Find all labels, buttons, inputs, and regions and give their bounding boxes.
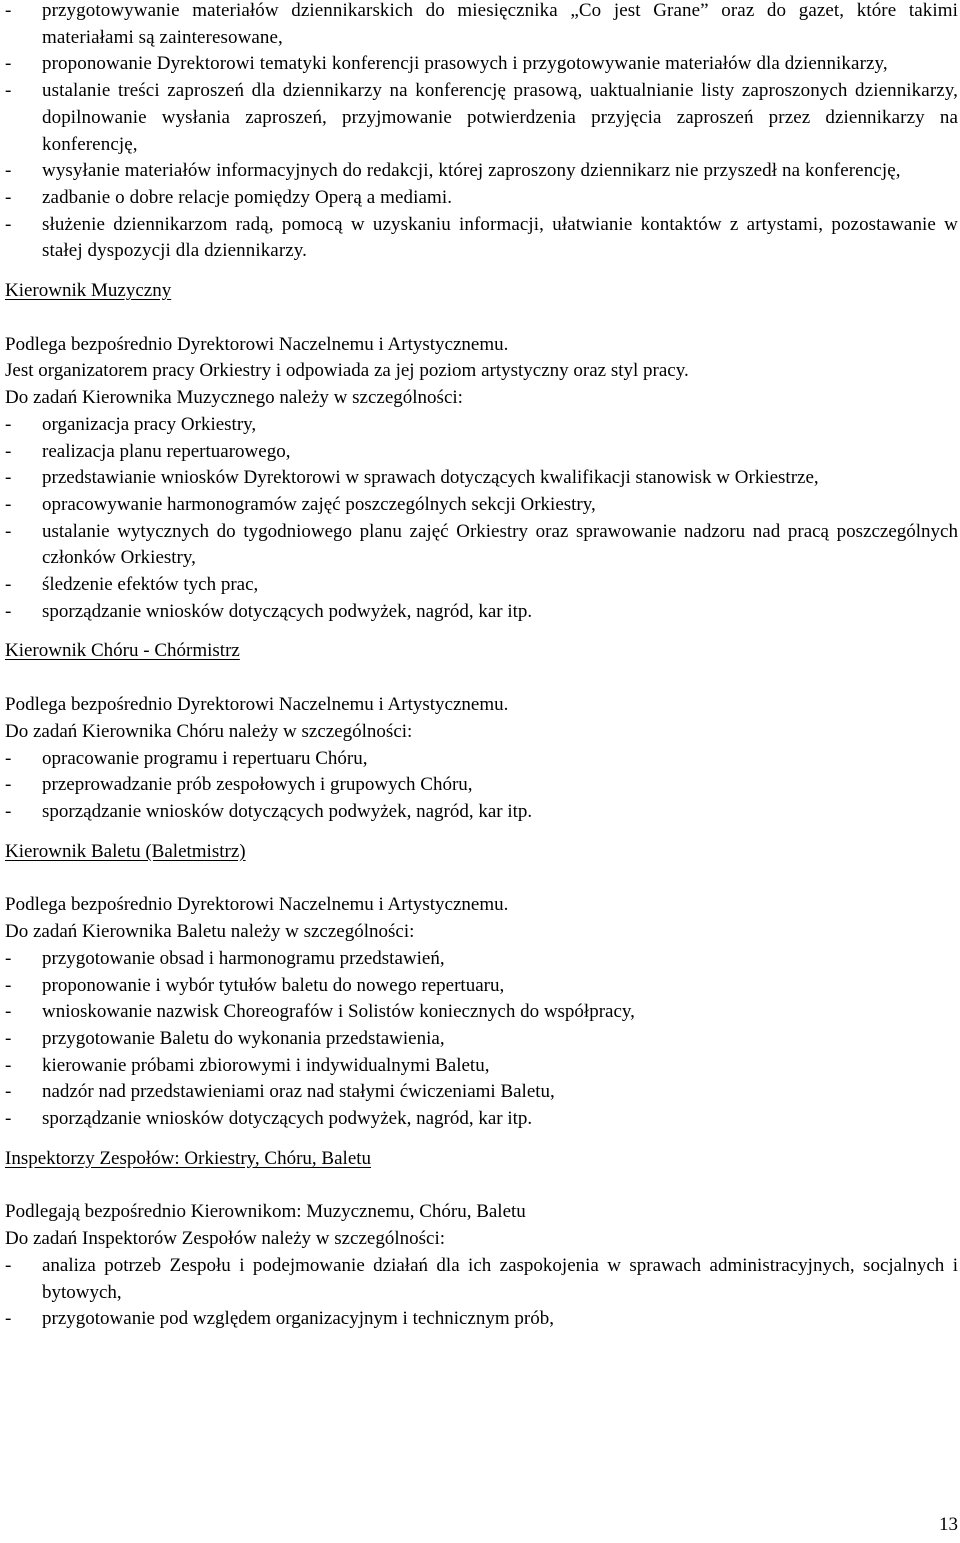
list-item: - wnioskowanie nazwisk Choreografów i Solistów koniecznych do współpracy, — [5, 999, 958, 1026]
section-heading: Inspektorzy Zespołów: Orkiestry, Chóru, Baletu — [5, 1147, 372, 1169]
section-kierownik-baletu — [5, 839, 958, 1133]
section-line: Do zadań Inspektorów Zespołów należy w szczególności: — [5, 1228, 446, 1250]
list-item: - sporządzanie wniosków dotyczących podwyżek, nagród, kar itp. — [5, 799, 958, 826]
page-number: 13 — [939, 1514, 958, 1535]
list-item: - proponowanie Dyrektorowi tematyki konferencji prasowych i przygotowywanie materiałów dla dziennikarzy, — [5, 51, 958, 78]
list-item: - proponowanie i wybór tytułów baletu do nowego repertuaru, — [5, 973, 958, 1000]
list-item: - zadbanie o dobre relacje pomiędzy Operą a mediami. — [5, 185, 958, 212]
list-item: - nadzór nad przedstawieniami oraz nad stałymi ćwiczeniami Baletu, — [5, 1079, 958, 1106]
duties-list — [5, 1253, 958, 1333]
list-item: - sporządzanie wniosków dotyczących podwyżek, nagród, kar itp. — [5, 1106, 958, 1133]
section-line: Jest organizatorem pracy Orkiestry i odpowiada za jej poziom artystyczny oraz styl pracy. — [5, 360, 689, 382]
list-item: - ustalanie treści zaproszeń dla dziennikarzy na konferencję prasową, uaktualnianie listy zaproszonych dziennikarzy, dopilnowanie wysłania zaproszeń, przyjmowanie potwierdzenia przyjęcia zaproszeń przez dziennikarzy na konferencję, — [5, 78, 958, 158]
duties-list — [5, 412, 958, 626]
list-item: - analiza potrzeb Zespołu i podejmowanie działań dla ich zaspokojenia w sprawach administracyjnych, socjalnych i bytowych, — [5, 1253, 958, 1306]
list-item: - opracowanie programu i repertuaru Chóru, — [5, 746, 958, 773]
list-item: - wysyłanie materiałów informacyjnych do redakcji, której zaproszony dziennikarz nie przyszedł na konferencję, — [5, 158, 958, 185]
list-item: - realizacja planu repertuarowego, — [5, 439, 958, 466]
duties-list — [5, 746, 958, 826]
list-item: - przygotowanie pod względem organizacyjnym i technicznym prób, — [5, 1306, 958, 1333]
section-heading: Kierownik Baletu (Baletmistrz) — [5, 840, 246, 862]
list-item: - opracowywanie harmonogramów zajęć poszczególnych sekcji Orkiestry, — [5, 492, 958, 519]
section-line: Podlega bezpośrednio Dyrektorowi Naczelnemu i Artystycznemu. — [5, 894, 509, 916]
section-line: Podlega bezpośrednio Dyrektorowi Naczelnemu i Artystycznemu. — [5, 333, 509, 355]
section-heading: Kierownik Muzyczny — [5, 280, 172, 302]
duties-list — [5, 946, 958, 1133]
list-item: - przedstawianie wniosków Dyrektorowi w sprawach dotyczących kwalifikacji stanowisk w Orkiestrze, — [5, 465, 958, 492]
section-heading: Kierownik Chóru - Chórmistrz — [5, 640, 240, 662]
section-line: Do zadań Kierownika Baletu należy w szczególności: — [5, 921, 415, 943]
list-item: - przygotowywanie materiałów dziennikarskich do miesięcznika „Co jest Grane” oraz do gazet, które takimi materiałami są zainteresowane, — [5, 0, 958, 51]
section-line: Do zadań Kierownika Muzycznego należy w szczególności: — [5, 387, 463, 409]
list-item: - organizacja pracy Orkiestry, — [5, 412, 958, 439]
section-inspektorzy-zespolow — [5, 1146, 958, 1333]
list-item: - przygotowanie Baletu do wykonania przedstawienia, — [5, 1026, 958, 1053]
list-item: - przygotowanie obsad i harmonogramu przedstawień, — [5, 946, 958, 973]
document-page — [5, 0, 958, 1333]
section-line: Podlega bezpośrednio Dyrektorowi Naczelnemu i Artystycznemu. — [5, 694, 509, 716]
list-item: - kierowanie próbami zbiorowymi i indywidualnymi Baletu, — [5, 1053, 958, 1080]
list-item: - sporządzanie wniosków dotyczących podwyżek, nagród, kar itp. — [5, 599, 958, 626]
list-item: - ustalanie wytycznych do tygodniowego planu zajęć Orkiestry oraz sprawowanie nadzoru nad pracą poszczególnych członków Orkiestry, — [5, 519, 958, 572]
section-kierownik-muzyczny — [5, 278, 958, 625]
section-line: Do zadań Kierownika Chóru należy w szczególności: — [5, 720, 413, 742]
list-item: - przeprowadzanie prób zespołowych i grupowych Chóru, — [5, 772, 958, 799]
intro-list — [5, 0, 958, 265]
section-line: Podlegają bezpośrednio Kierownikom: Muzycznemu, Chóru, Baletu — [5, 1201, 526, 1223]
list-item: - śledzenie efektów tych prac, — [5, 572, 958, 599]
list-item: - służenie dziennikarzom radą, pomocą w uzyskaniu informacji, ułatwianie kontaktów z artystami, pozostawanie w stałej dyspozycji dla dziennikarzy. — [5, 212, 958, 265]
section-kierownik-choru — [5, 638, 958, 825]
